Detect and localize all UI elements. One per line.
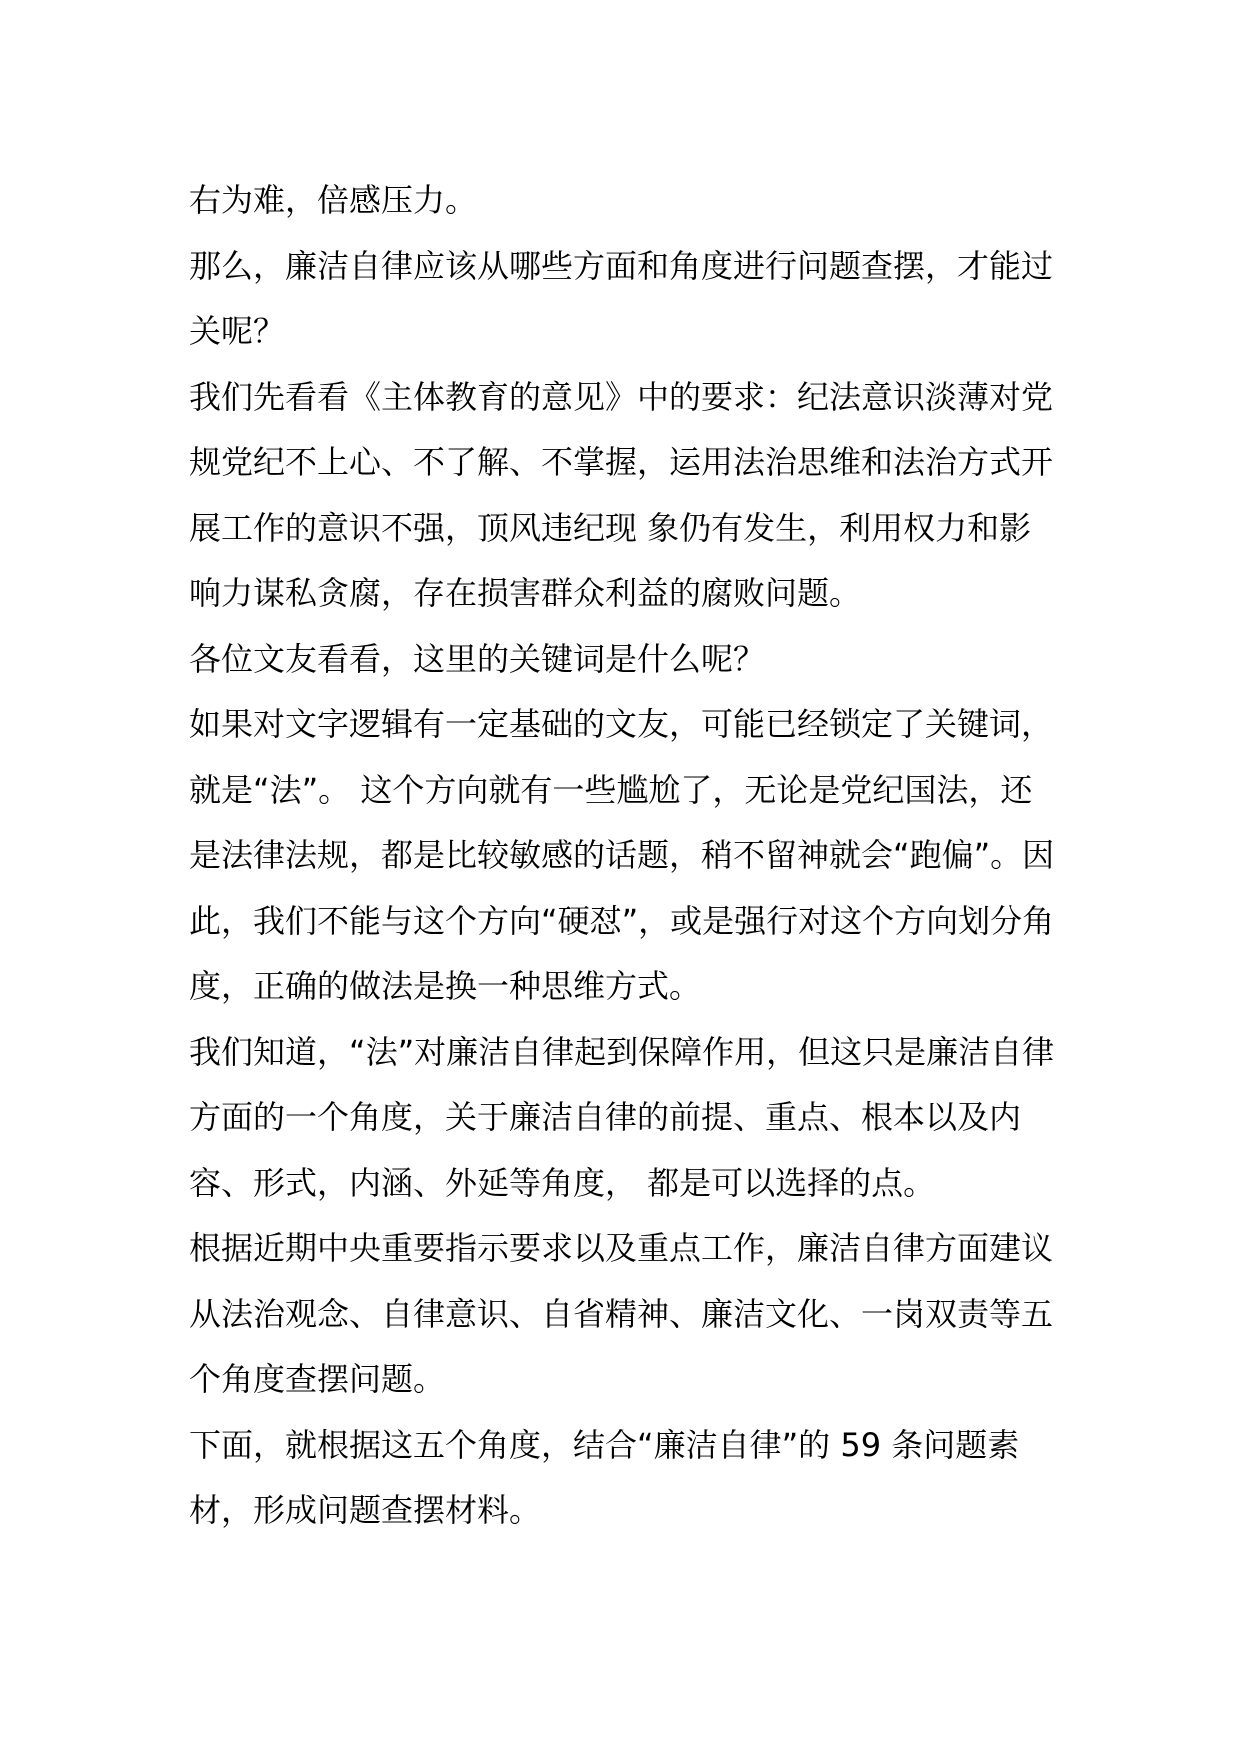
paragraph-1: 右为难，倍感压力。 [189, 181, 478, 219]
paragraph-5: 如果对文字逻辑有一定基础的文友，可能已经锁定了关键词，就是“法”。 这个方向就有一些尴尬了，无论是党纪国法，还是法律法规，都是比较敏感的话题，稍不留神就会“跑偏”。因此，我们不能与这个方向“硬怼”，或是强行对这个方向划分角度，正确的做法是换一种思维方式。 [189, 705, 1055, 1005]
paragraph-8: 下面，就根据这五个角度，结合“廉洁自律”的 59 条问题素材，形成问题查摆材料。 [189, 1425, 1020, 1529]
paragraph-4: 各位文友看看，这里的关键词是什么呢？ [189, 639, 766, 678]
paragraph-6: 我们知道，“法”对廉洁自律起到保障作用，但这只是廉洁自律方面的一个角度，关于廉洁自律的前提、重点、根本以及内容、形式，内涵、外延等角度， 都是可以选择的点。 [189, 1032, 1055, 1202]
paragraph-2: 那么，廉洁自律应该从哪些方面和角度进行问题查摆，才能过关呢？ [189, 246, 1054, 350]
paragraph-3: 我们先看看《主体教育的意见》中的要求：纪法意识淡薄对党规党纪不上心、不了解、不掌握，运用法治思维和法治方式开展工作的意识不强，顶风违纪现 象仍有发生，利用权力和影响力谋私贪腐，存在损害群众利益的腐败问题。 [189, 377, 1054, 612]
document-body [189, 168, 1059, 1544]
paragraph-7: 根据近期中央重要指示要求以及重点工作，廉洁自律方面建议从法治观念、自律意识、自省精神、廉洁文化、一岗双责等五个角度查摆问题。 [189, 1229, 1054, 1398]
